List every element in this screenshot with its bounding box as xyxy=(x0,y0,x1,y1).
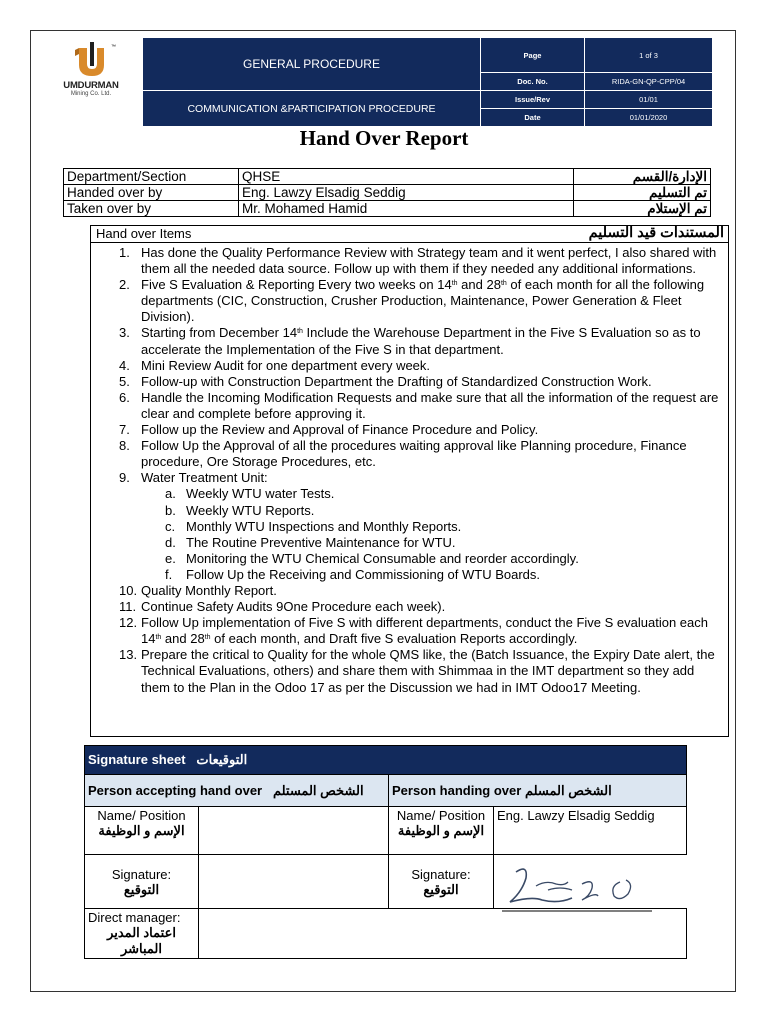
info-row xyxy=(64,185,711,201)
accepting-signature-label xyxy=(85,855,199,909)
item-text: Include the Warehouse Department in the Five S Evaluation so as to accelerate the Implementation of the Five S in that department. xyxy=(141,325,701,357)
info-value: Eng. Lawzy Elsadig Seddig xyxy=(239,185,574,201)
info-label: Department/Section xyxy=(64,169,239,185)
name-position-label: Name/ Position xyxy=(396,808,486,823)
superscript: th xyxy=(451,280,458,288)
sub-list-item xyxy=(91,486,728,502)
list-item xyxy=(91,245,728,277)
sub-item-text: Weekly WTU water Tests. xyxy=(186,486,335,502)
items-list xyxy=(91,245,728,696)
sub-item-letter: b. xyxy=(165,502,176,518)
sub-item-letter: e. xyxy=(165,550,176,566)
item-text: Continue Safety Audits 9One Procedure each week). xyxy=(141,599,446,615)
meta-value-date: 01/01/2020 xyxy=(585,109,713,127)
item-text: Prepare the critical to Quality for the whole QMS like, the (Batch Issuance, the Expiry Date alert, the Technical Evaluations, others) and share them with Shimmaa in the IMT department so they add them to the Plan in the Odoo 17 as per the Discussion we had in IMT Odoo17 Meeting. xyxy=(141,647,715,695)
signature-label-ar: التوقيع xyxy=(423,881,459,897)
accepting-name-label xyxy=(85,807,199,855)
info-label-arabic: تم التسليم xyxy=(574,185,711,201)
signature-sheet-title xyxy=(85,746,687,775)
handing-label-ar: الشخص المسلم xyxy=(524,783,612,798)
list-item xyxy=(91,647,728,695)
item-text: of each month, and Draft five S evaluation Reports accordingly. xyxy=(210,631,578,647)
item-number: 8. xyxy=(119,438,130,454)
list-item xyxy=(91,583,728,599)
handing-name-label xyxy=(389,807,494,855)
list-item xyxy=(91,615,728,647)
sub-list-item xyxy=(91,535,728,551)
procedure-type: GENERAL PROCEDURE xyxy=(143,38,481,91)
accepting-party-header xyxy=(85,775,389,807)
direct-manager-field[interactable] xyxy=(199,909,687,959)
item-text: of each month for all the following departments (CIC, Construction, Crusher Production, Maintenance, Power Generation & Fleet Division). xyxy=(141,277,705,325)
meta-label-page: Page xyxy=(481,38,585,73)
item-text: Mini Review Audit for one department every week. xyxy=(141,357,431,373)
sub-list-item xyxy=(91,503,728,519)
sub-item-letter: a. xyxy=(165,486,176,502)
name-position-label: Name/ Position xyxy=(97,808,186,823)
item-number: 11. xyxy=(119,599,137,615)
accepting-label-en: Person accepting hand over xyxy=(88,783,263,798)
item-text: Follow Up the Approval of all the procedures waiting approval like Planning procedure, Finance procedure, Ore Storage Procedures, etc. xyxy=(141,438,687,470)
item-number: 13. xyxy=(119,647,138,663)
list-item xyxy=(91,422,728,438)
item-number: 9. xyxy=(119,470,130,486)
meta-value-issue: 01/01 xyxy=(585,91,713,109)
page-title: Hand Over Report xyxy=(299,126,469,150)
item-text: Follow-up with Construction Department the Drafting of Standardized Construction Work. xyxy=(141,373,652,389)
direct-manager-label-en: Direct manager: xyxy=(88,910,181,925)
items-heading-label: Hand over Items xyxy=(96,226,192,241)
list-item xyxy=(91,374,728,390)
sub-item-text: Monitoring the WTU Chemical Consumable and reorder accordingly. xyxy=(186,550,579,566)
item-number: 4. xyxy=(119,357,130,373)
handover-info-table xyxy=(63,168,711,217)
item-text: and 28 xyxy=(161,631,205,647)
list-item xyxy=(91,470,728,486)
info-label: Taken over by xyxy=(64,201,239,217)
handing-name-value: Eng. Lawzy Elsadig Seddig xyxy=(494,807,687,855)
item-text: Five S Evaluation & Reporting Every two weeks on 14 xyxy=(141,277,452,293)
sub-item-text: Weekly WTU Reports. xyxy=(186,502,315,518)
name-position-label-ar: الإسم و الوظيفة xyxy=(98,823,185,838)
signature-title-en: Signature sheet xyxy=(88,752,186,767)
info-row xyxy=(64,169,711,185)
item-text: Starting from December 14 xyxy=(141,325,298,341)
item-number: 1. xyxy=(119,245,130,260)
sub-list-item xyxy=(91,567,728,583)
item-text: Follow Up implementation of Five S with different departments, conduct the Five S evaluation each 14 xyxy=(141,615,708,647)
meta-label-date: Date xyxy=(481,109,585,127)
handwritten-signature xyxy=(502,856,652,912)
item-text: and 28 xyxy=(457,277,501,293)
item-number: 7. xyxy=(119,422,130,438)
handing-signature-label xyxy=(389,855,494,909)
sub-item-letter: d. xyxy=(165,534,176,550)
logo-subtitle: Mining Co. Ltd. xyxy=(70,91,112,97)
superscript: th xyxy=(500,280,507,288)
sub-item-text: The Routine Preventive Maintenance for WTU. xyxy=(186,534,456,550)
item-number: 6. xyxy=(119,389,130,405)
superscript: th xyxy=(297,328,303,336)
handing-label-en: Person handing over xyxy=(392,783,522,798)
name-position-label-ar: الإسم و الوظيفة xyxy=(397,823,485,838)
item-text: Follow up the Review and Approval of Finance Procedure and Policy. xyxy=(141,422,539,438)
info-label: Handed over by xyxy=(64,185,239,201)
header-band xyxy=(142,37,713,127)
list-item xyxy=(91,325,728,357)
signature-sheet xyxy=(84,745,687,959)
meta-label-issue: Issue/Rev xyxy=(481,91,585,109)
sub-list-item xyxy=(91,551,728,567)
info-label-arabic: الإدارة/القسم xyxy=(574,169,711,185)
logo-mark-icon xyxy=(73,40,109,78)
company-logo xyxy=(55,40,127,102)
info-label-arabic: تم الإستلام xyxy=(574,201,711,217)
direct-manager-label xyxy=(85,909,199,959)
list-item xyxy=(91,277,728,325)
sub-item-letter: c. xyxy=(165,518,176,534)
signature-label-ar: التوقيع xyxy=(123,881,160,897)
procedure-name: COMMUNICATION &PARTICIPATION PROCEDURE xyxy=(143,91,481,127)
info-row xyxy=(64,201,711,217)
item-number: 2. xyxy=(119,277,130,293)
accepting-label-ar: الشخص المستلم xyxy=(272,783,364,798)
signature-label: Signature: xyxy=(111,866,172,882)
meta-value-docno: RIDA-GN-QP-CPP/04 xyxy=(585,73,713,91)
item-number: 3. xyxy=(119,325,130,341)
signature-title-ar: التوقيعات xyxy=(196,752,248,767)
superscript: th xyxy=(155,634,162,642)
direct-manager-label-ar: اعتماد المدير المباشر xyxy=(107,925,176,956)
handover-items-box xyxy=(90,225,729,737)
list-item xyxy=(91,599,728,615)
signature-label: Signature: xyxy=(411,866,471,882)
meta-value-page: 1 of 3 xyxy=(585,38,713,73)
info-value: QHSE xyxy=(239,169,574,185)
sub-item-text: Monthly WTU Inspections and Monthly Reports. xyxy=(186,518,462,534)
superscript: th xyxy=(204,634,211,642)
item-number: 5. xyxy=(119,373,130,389)
item-text: Handle the Incoming Modification Requests and make sure that all the information of the request are clear and complete before approving it. xyxy=(141,389,719,421)
list-item xyxy=(91,390,728,422)
sub-item-letter: f. xyxy=(165,566,173,582)
item-number: 10. xyxy=(119,582,138,598)
item-text: Has done the Quality Performance Review with Strategy team and it went perfect, I also shared with them all the needed data source. Follow up with them if they needed any additional informations. xyxy=(141,245,717,277)
accepting-signature-field[interactable] xyxy=(199,855,389,909)
handing-party-header xyxy=(389,775,687,807)
sub-item-text: Follow Up the Receiving and Commissioning of WTU Boards. xyxy=(186,566,541,582)
meta-label-docno: Doc. No. xyxy=(481,73,585,91)
item-text: Quality Monthly Report. xyxy=(141,582,277,598)
logo-name: UMDURMAN xyxy=(63,80,119,91)
list-item xyxy=(91,358,728,374)
list-item xyxy=(91,438,728,470)
items-heading xyxy=(91,226,728,243)
logo-trademark: ™ xyxy=(111,44,116,50)
item-text: Water Treatment Unit: xyxy=(141,470,268,486)
info-value: Mr. Mohamed Hamid xyxy=(239,201,574,217)
accepting-name-field[interactable] xyxy=(199,807,389,855)
items-heading-arabic: المستندات قيد التسليم xyxy=(588,225,724,241)
sub-list-item xyxy=(91,519,728,535)
item-number: 12. xyxy=(119,615,138,631)
